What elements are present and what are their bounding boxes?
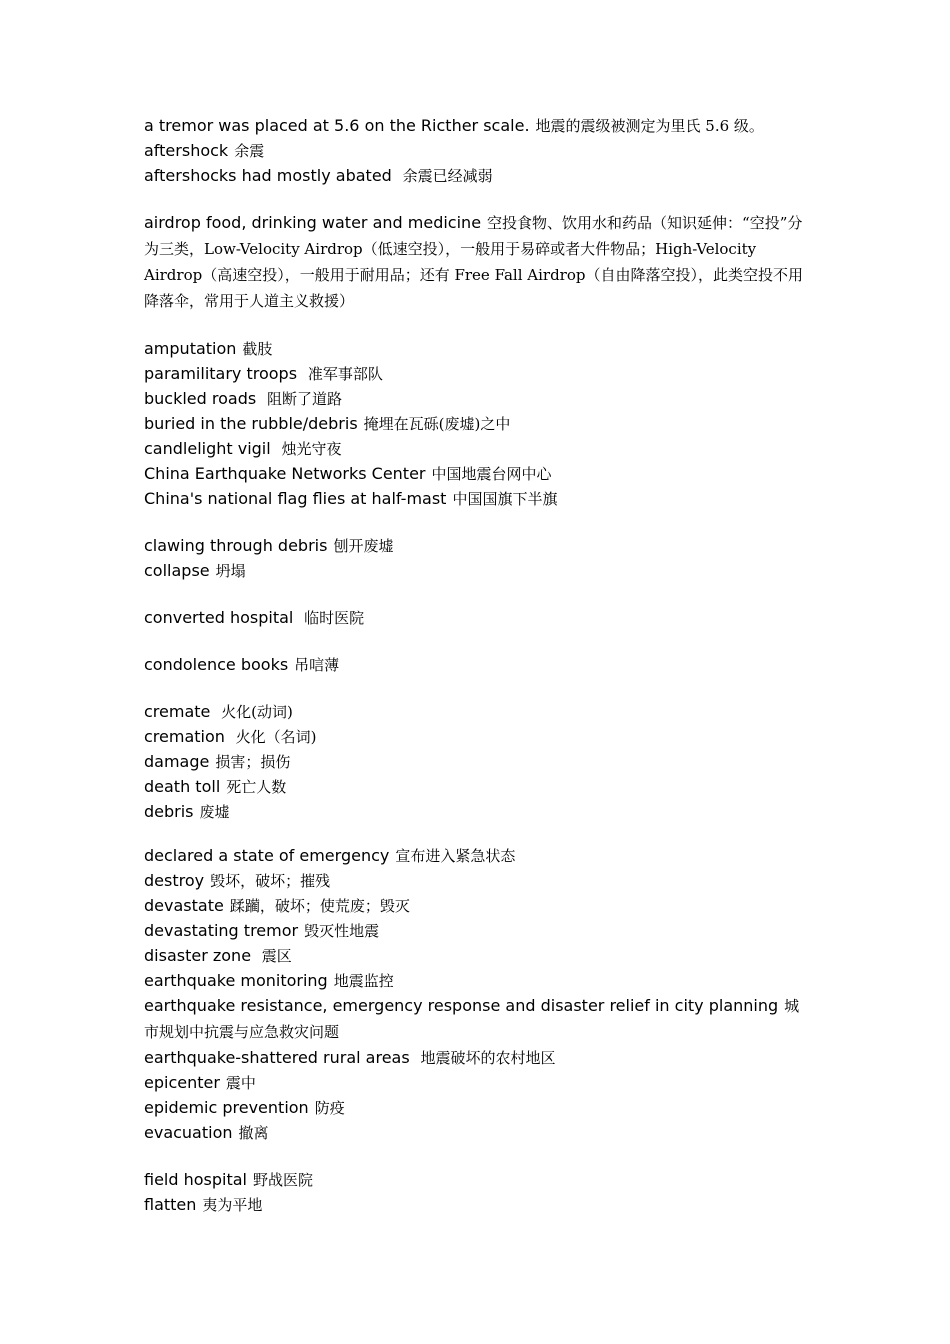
entry-en: debris [144,802,194,821]
entry-line [144,1095,814,1120]
entry-zh: 余震 [234,142,265,160]
entry-en: collapse [144,561,210,580]
entry-line [144,163,814,188]
entry-en: candlelight vigil [144,439,271,458]
entry-line [144,336,814,361]
entry-zh: 损害；损伤 [215,753,291,771]
entry-zh: 废墟 [199,803,230,821]
entry-line [144,699,814,724]
entry-zh: 坍塌 [215,562,246,580]
entry-zh: 撤离 [238,1124,269,1142]
entry-en: airdrop food, drinking water and medicine [144,213,482,232]
entry-en: amputation [144,339,237,358]
paragraph-gap [144,314,814,336]
entry-line [144,1120,814,1145]
entry-line [144,749,814,774]
paragraph-gap [144,511,814,533]
entry-line [144,799,814,824]
entry-line [144,1167,814,1192]
entry-line [144,993,814,1045]
entry-zh: 火化(动词) [216,703,293,721]
entry-en: condolence books [144,655,289,674]
entry-en: disaster zone [144,946,252,965]
entry-en: China Earthquake Networks Center [144,464,426,483]
entry-en: destroy [144,871,205,890]
entry-zh: 夷为平地 [202,1196,263,1214]
entry-zh: 准军事部队 [303,365,383,383]
document-page [144,113,814,1217]
entry-zh: 中国国旗下半旗 [452,490,558,508]
entry-line [144,461,814,486]
entry-en: devastating tremor [144,921,299,940]
entry-zh: 死亡人数 [226,778,287,796]
entry-en: paramilitary troops [144,364,298,383]
entry-zh: 刨开废墟 [333,537,394,555]
entry-en: aftershocks had mostly abated [144,166,392,185]
entry-zh: 地震的震级被测定为里氏 5.6 级。 [535,117,764,135]
entry-line [144,210,814,314]
entry-line [144,605,814,630]
entry-line [144,843,814,868]
entry-en: devastate [144,896,224,915]
entry-zh: 城市规划中抗震与应急救灾问题 [144,997,800,1041]
paragraph-gap [144,188,814,210]
entry-zh: 截肢 [242,340,273,358]
entry-en: China's national flag flies at half-mast [144,489,447,508]
entry-line [144,533,814,558]
entry-zh: 野战医院 [253,1171,314,1189]
entry-en: cremation [144,727,225,746]
entry-en: evacuation [144,1123,233,1142]
entry-line [144,893,814,918]
entry-zh: 地震破坏的农村地区 [415,1049,556,1067]
entry-zh: 蹂躏，破坏；使荒废；毁灭 [229,897,410,915]
entry-line [144,436,814,461]
entry-line [144,558,814,583]
paragraph-gap [144,1145,814,1167]
entry-line [144,411,814,436]
entry-en: epidemic prevention [144,1098,309,1117]
entry-zh: 地震监控 [333,972,394,990]
entry-en: aftershock [144,141,229,160]
paragraph-gap [144,824,814,843]
entry-zh: 吊唁薄 [294,656,340,674]
paragraph-gap [144,630,814,652]
entry-zh: 震中 [225,1074,256,1092]
entry-zh: 烛光守夜 [276,440,342,458]
entry-en: declared a state of emergency [144,846,390,865]
entry-zh: 毁坏，破坏；摧残 [210,872,331,890]
entry-line [144,361,814,386]
entry-en: clawing through debris [144,536,328,555]
entry-zh: 余震已经减弱 [397,167,493,185]
entry-en: a tremor was placed at 5.6 on the Ricther scale. [144,116,530,135]
entry-zh: 中国地震台网中心 [431,465,552,483]
entry-en: earthquake resistance, emergency response and disaster relief in city planning [144,996,779,1015]
entry-en: converted hospital [144,608,294,627]
entry-line [144,1192,814,1217]
paragraph-gap [144,677,814,699]
entry-line [144,138,814,163]
entry-line [144,918,814,943]
entry-zh: 防疫 [314,1099,345,1117]
entry-line [144,386,814,411]
entry-zh: 临时医院 [299,609,365,627]
entry-line [144,113,814,138]
entry-line [144,868,814,893]
entry-line [144,1045,814,1070]
entry-line [144,968,814,993]
entry-en: field hospital [144,1170,247,1189]
paragraph-gap [144,583,814,605]
entry-en: damage [144,752,210,771]
entry-zh: 火化（名词) [230,728,317,746]
entry-line [144,486,814,511]
entry-en: flatten [144,1195,197,1214]
entry-line [144,1070,814,1095]
entry-en: epicenter [144,1073,220,1092]
entry-en: cremate [144,702,211,721]
entry-zh: 宣布进入紧急状态 [395,847,516,865]
entry-zh: 阻断了道路 [262,390,342,408]
entry-en: earthquake-shattered rural areas [144,1048,410,1067]
entry-line [144,774,814,799]
entry-line [144,652,814,677]
entry-en: death toll [144,777,221,796]
entry-en: buried in the rubble/debris [144,414,358,433]
entry-zh: 空投食物、饮用水和药品（知识延伸：“空投”分为三类，Low-Velocity Airdrop（低速空投），一般用于易碎或者大件物品；High-Velocity Airdrop（高速空投），一般用于耐用品；还有 Free Fall Airdrop（自由降落空投），此类空投不用降落伞，常用于人道主义救援） [144,214,803,310]
entry-line [144,943,814,968]
entry-en: earthquake monitoring [144,971,328,990]
entry-en: buckled roads [144,389,257,408]
entry-zh: 毁灭性地震 [304,922,380,940]
entry-zh: 震区 [257,947,292,965]
entry-line [144,724,814,749]
entry-zh: 掩埋在瓦砾(废墟)之中 [363,415,511,433]
